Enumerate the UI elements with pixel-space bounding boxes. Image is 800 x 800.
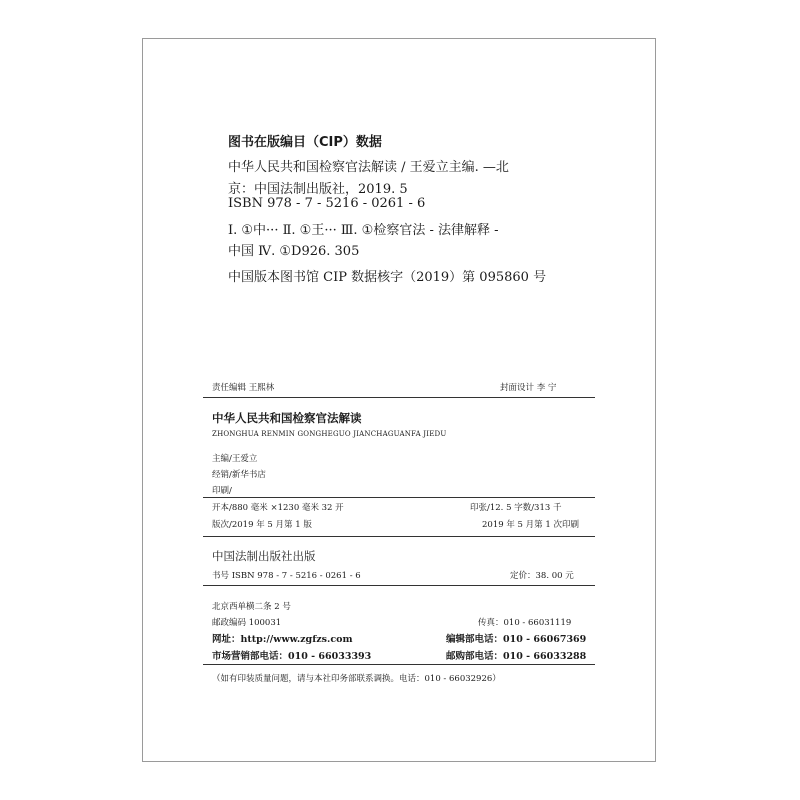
distributor: 经销/新华书店 <box>212 470 266 480</box>
quality-notice: （如有印装质量问题，请与本社印务部联系调换。电话：010 - 66032926） <box>212 674 501 684</box>
publisher-name: 中国法制出版社出版 <box>212 549 316 563</box>
format: 开本/880 毫米 ×1230 毫米 32 开 <box>212 503 344 513</box>
book-title: 中华人民共和国检察官法解读 <box>212 411 362 425</box>
divider-rule <box>203 536 595 537</box>
fax: 传真：010 - 66031119 <box>478 618 572 628</box>
cip-title: 图书在版编目（CIP）数据 <box>228 135 382 150</box>
cip-line-1: 中华人民共和国检察官法解读 / 王爱立主编. —北 <box>228 160 509 175</box>
divider-rule <box>203 664 595 665</box>
isbn-line: 书号 ISBN 978 - 7 - 5216 - 0261 - 6 <box>212 571 361 581</box>
divider-rule <box>203 397 595 398</box>
cip-line-isbn: ISBN 978 - 7 - 5216 - 0261 - 6 <box>228 196 426 211</box>
divider-rule <box>203 585 595 586</box>
mail-order-phone: 邮购部电话：010 - 66033288 <box>446 651 587 662</box>
divider-rule <box>203 497 595 498</box>
book-title-pinyin: ZHONGHUA RENMIN GONGHEGUO JIANCHAGUANFA JIEDU <box>212 430 447 438</box>
chief-editor: 主编/王爱立 <box>212 454 258 464</box>
cip-line-classification-cont: 中国 Ⅳ. ①D926. 305 <box>228 244 360 259</box>
editorial-phone: 编辑部电话：010 - 66067369 <box>446 634 587 645</box>
printer: 印刷/ <box>212 486 232 496</box>
cip-line-2: 京：中国法制出版社，2019. 5 <box>228 182 408 197</box>
postcode: 邮政编码 100031 <box>212 618 282 628</box>
responsible-editor: 责任编辑 王熙林 <box>212 383 275 393</box>
address: 北京西单横二条 2 号 <box>212 602 291 612</box>
cover-designer: 封面设计 李 宁 <box>500 383 557 393</box>
sheets-words: 印张/12. 5 字数/313 千 <box>470 503 562 513</box>
printing: 2019 年 5 月第 1 次印刷 <box>482 520 579 530</box>
edition: 版次/2019 年 5 月第 1 版 <box>212 520 312 530</box>
price: 定价：38. 00 元 <box>510 571 574 581</box>
website: 网址：http://www.zgfzs.com <box>212 634 353 645</box>
cip-line-classification: Ⅰ. ①中··· Ⅱ. ①王··· Ⅲ. ①检察官法 - 法律解释 - <box>228 223 499 238</box>
marketing-phone: 市场营销部电话：010 - 66033393 <box>212 651 372 662</box>
cip-line-record: 中国版本图书馆 CIP 数据核字（2019）第 095860 号 <box>228 270 547 285</box>
